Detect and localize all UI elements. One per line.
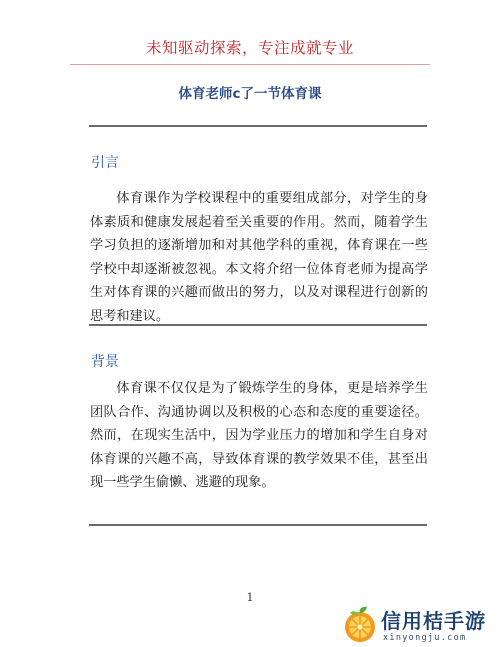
orange-fruit-icon [340, 604, 380, 644]
document-title: 体育老师c了一节体育课 [178, 86, 322, 102]
header-divider [70, 64, 430, 65]
section-heading-intro: 引言 [91, 155, 119, 171]
header-slogan: 未知驱动探索，专注成就专业 [145, 39, 354, 57]
section-body-intro: 体育课作为学校课程中的重要组成部分，对学生的身体素质和健康发展起着至关重要的作用。然而，随着学生学习负担的逐渐增加和对其他学科的重视，体育课在一些学校中却逐渐被忽视。本文将介绍一位体育老师为提高学生对体育课的兴趣而做出的努力，以及对课程进行创新的思考和建议。 [90, 191, 428, 324]
section-divider [89, 324, 427, 326]
section-heading-background: 背景 [91, 354, 119, 370]
watermark-url: xinyongju.com [383, 633, 467, 643]
section-divider [89, 125, 427, 127]
site-watermark [340, 604, 498, 646]
section-body-background: 体育课不仅仅是为了锻炼学生的身体，更是培养学生团队合作、沟通协调以及积极的心态和态度的重要途径。然而，在现实生活中，因为学业压力的增加和学生自身对体育课的兴趣不高，导致体育课的教学效果不佳，甚至出现一些学生偷懒、逃避的现象。 [90, 381, 428, 491]
watermark-brand-name: 信用桔手游 [381, 609, 486, 633]
section-divider [89, 524, 427, 526]
page-number: 1 [246, 591, 254, 604]
